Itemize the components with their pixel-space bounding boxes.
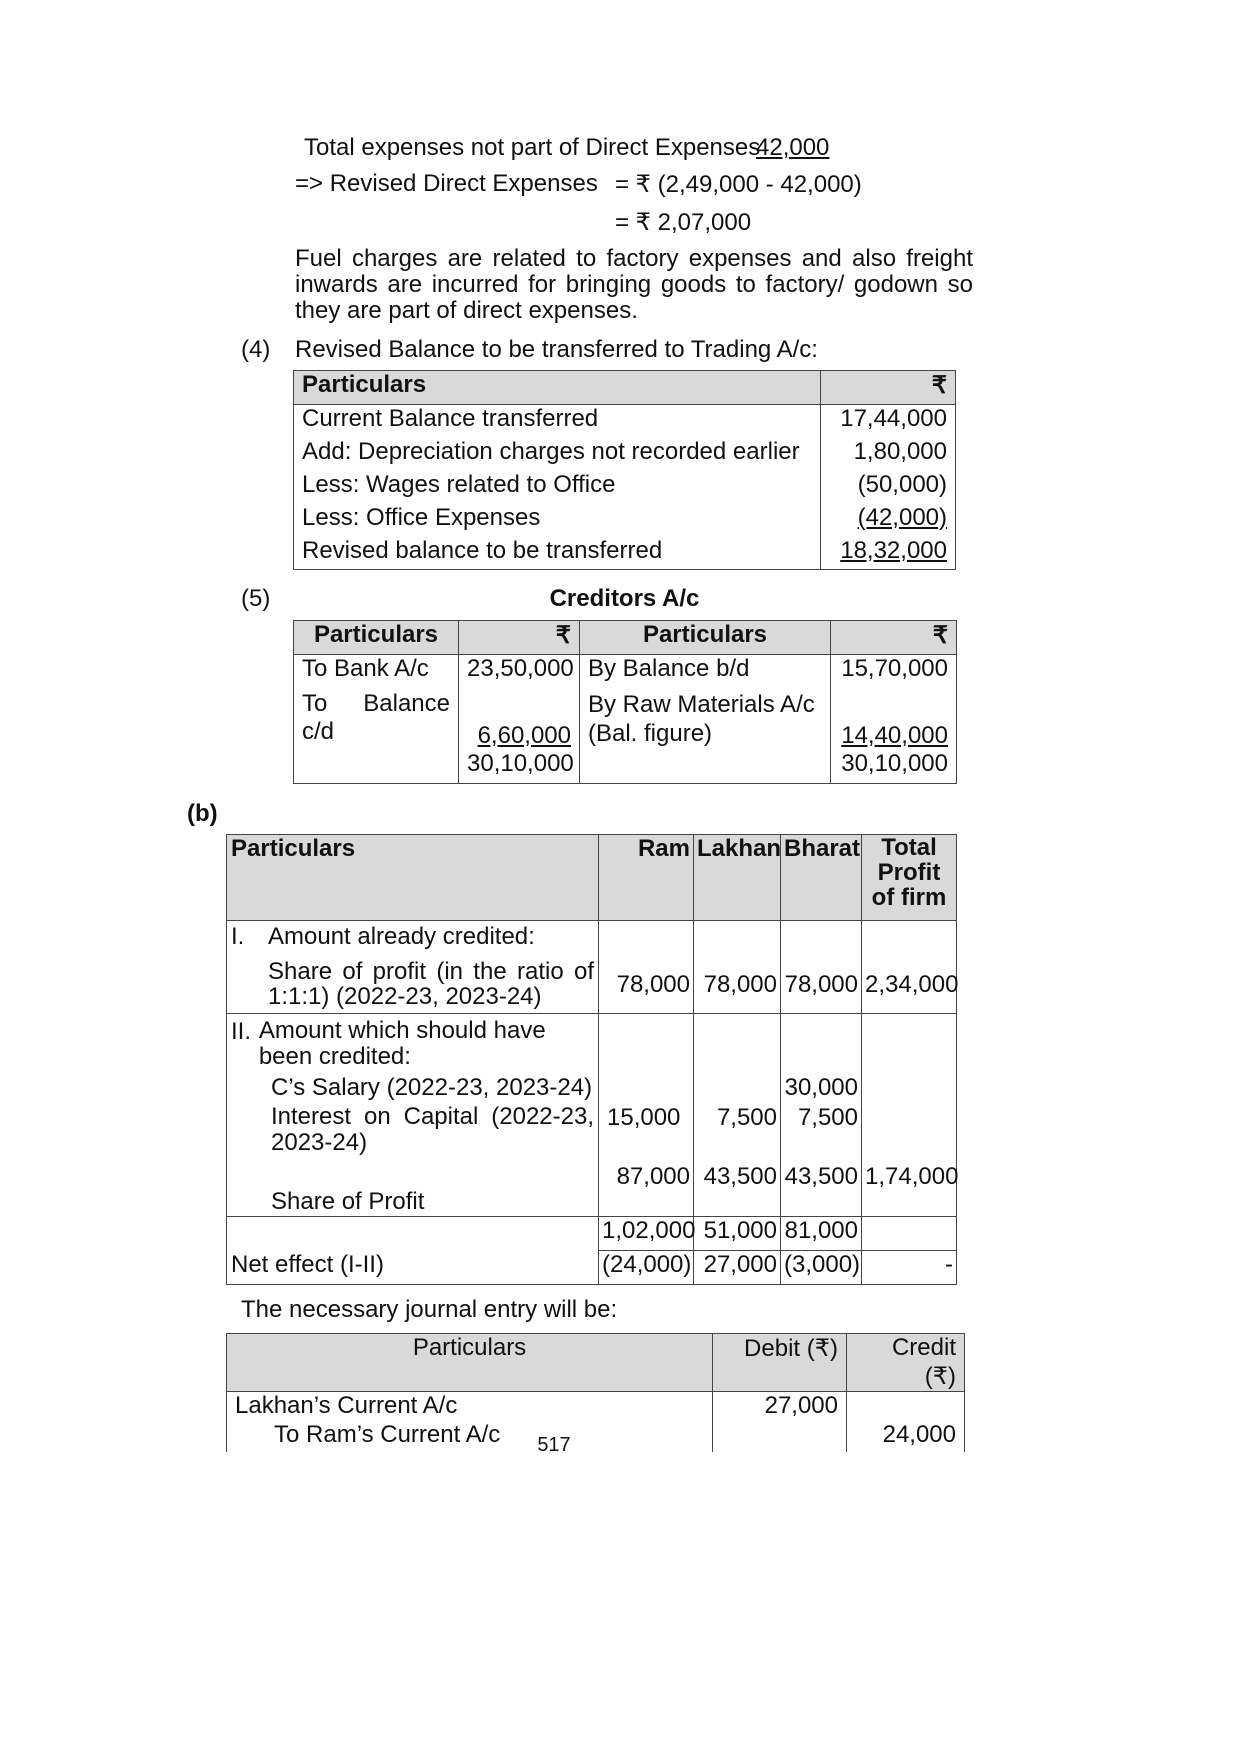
creditors-account-table xyxy=(293,620,957,784)
share-ram: 87,000 xyxy=(616,1163,690,1190)
journal-debit-amount: 27,000 xyxy=(713,1392,847,1421)
sec1-row-label: Share of profit (in the ratio of 1:1:1) (2022-23, 2023-24) xyxy=(268,958,594,1010)
interest-label: Interest on Capital (2022-23, 2023-24) xyxy=(271,1103,594,1156)
sec1-bharat: 78,000 xyxy=(781,921,862,1014)
table-row xyxy=(294,405,956,438)
cr-total: 30,10,000 xyxy=(831,750,957,784)
line2-value: = ₹ (2,49,000 - 42,000) xyxy=(615,171,862,198)
row-label: Revised balance to be transferred xyxy=(294,537,821,570)
interest-lakhan: 7,500 xyxy=(716,1104,777,1131)
profit-adjustment-table xyxy=(226,834,957,1285)
journal-credit-account: To Ram’s Current A/c xyxy=(227,1421,713,1452)
line2-label: => Revised Direct Expenses xyxy=(295,170,598,197)
interest-bharat: 7,500 xyxy=(797,1104,858,1131)
row-label: Current Balance transferred xyxy=(294,405,821,438)
section-1-row xyxy=(227,921,957,1014)
sec1-total: 2,34,000 xyxy=(862,921,957,1014)
explanation-paragraph: Fuel charges are related to factory expenses and also freight inwards are incurred for bringing goods to factory/ godown so they are part of direct expenses. xyxy=(295,245,973,324)
col-total: Total Profit of firm xyxy=(862,835,957,921)
cr-amount: 14,40,000 xyxy=(841,721,948,749)
sec1-title: Amount already credited: xyxy=(268,923,535,950)
sec1-ram: 78,000 xyxy=(599,921,694,1014)
col-lakhan: Lakhan xyxy=(694,835,781,921)
table-row xyxy=(294,471,956,504)
share-bharat: 43,500 xyxy=(784,1163,858,1190)
subtotal-ram: 1,02,000 xyxy=(599,1217,694,1251)
net-effect-row xyxy=(227,1251,957,1285)
share-total: 1,74,000 xyxy=(865,1163,959,1190)
journal-intro: The necessary journal entry will be: xyxy=(241,1296,618,1323)
col-amount: ₹ xyxy=(821,371,956,405)
cr-label: By Raw Materials A/c (Bal. figure) xyxy=(580,686,831,750)
col-credit: Credit (₹) xyxy=(847,1334,965,1392)
total-row xyxy=(294,750,957,784)
dr-label: To Balance c/d xyxy=(294,686,459,750)
net-bharat: (3,000) xyxy=(781,1251,862,1285)
net-ram: (24,000) xyxy=(599,1251,694,1285)
share-label: Share of Profit xyxy=(271,1188,425,1215)
share-lakhan: 43,500 xyxy=(703,1163,777,1190)
table-row xyxy=(294,686,957,750)
empty-cell xyxy=(862,1217,957,1251)
salary-label: C’s Salary (2022-23, 2023-24) xyxy=(271,1074,593,1101)
net-lakhan: 27,000 xyxy=(694,1251,781,1285)
section-2-row xyxy=(227,1014,957,1217)
net-total: - xyxy=(862,1251,957,1285)
col-debit: Debit (₹) xyxy=(713,1334,847,1392)
subtotal-lakhan: 51,000 xyxy=(694,1217,781,1251)
sec2-number: II. xyxy=(231,1018,252,1045)
subtotal-row xyxy=(227,1217,957,1251)
empty-cell xyxy=(227,1217,599,1251)
sec2-title: Amount which should have been credited: xyxy=(258,1017,546,1070)
col-dr-amount: ₹ xyxy=(459,621,580,655)
table-row xyxy=(294,537,956,570)
journal-debit-account: Lakhan’s Current A/c xyxy=(227,1392,713,1421)
col-particulars: Particulars xyxy=(227,835,599,921)
table-row xyxy=(294,438,956,471)
item4-number: (4) xyxy=(241,336,271,363)
row-label: Less: Office Expenses xyxy=(294,504,821,537)
row-label: Less: Wages related to Office xyxy=(294,471,821,504)
empty-cell xyxy=(847,1392,965,1421)
row-amount: 18,32,000 xyxy=(840,536,947,564)
creditors-title: Creditors A/c xyxy=(549,585,700,612)
dr-amount: 6,60,000 xyxy=(477,721,571,749)
empty-cell xyxy=(294,750,459,784)
col-cr-particulars: Particulars xyxy=(580,621,831,655)
col-particulars: Particulars xyxy=(294,371,821,405)
page-number: 517 xyxy=(537,1434,571,1456)
col-cr-amount: ₹ xyxy=(831,621,957,655)
dr-label: To Bank A/c xyxy=(294,655,459,686)
cr-amount: 15,70,000 xyxy=(831,655,957,686)
item4-heading: Revised Balance to be transferred to Trading A/c: xyxy=(295,336,818,363)
salary-bharat: 30,000 xyxy=(784,1074,858,1101)
part-b-label: (b) xyxy=(187,800,218,827)
col-ram: Ram xyxy=(599,835,694,921)
line3-value: = ₹ 2,07,000 xyxy=(615,209,752,236)
col-dr-particulars: Particulars xyxy=(294,621,459,655)
table-row xyxy=(294,504,956,537)
table-row xyxy=(294,655,957,686)
sec1-lakhan: 78,000 xyxy=(694,921,781,1014)
row-amount: 17,44,000 xyxy=(821,405,956,438)
row-amount: (50,000) xyxy=(821,471,956,504)
line1-label: Total expenses not part of Direct Expenses xyxy=(304,134,761,161)
cr-label: By Balance b/d xyxy=(580,655,831,686)
item5-number: (5) xyxy=(241,585,271,612)
row-amount: (42,000) xyxy=(857,503,947,531)
subtotal-bharat: 81,000 xyxy=(781,1217,862,1251)
empty-cell xyxy=(580,750,831,784)
journal-credit-amount: 24,000 xyxy=(847,1421,965,1452)
col-particulars: Particulars xyxy=(227,1334,713,1392)
line1-value: 42,000 xyxy=(756,134,830,161)
row-amount: 1,80,000 xyxy=(821,438,956,471)
revised-balance-table xyxy=(293,370,956,570)
dr-total: 30,10,000 xyxy=(459,750,580,784)
net-label: Net effect (I-II) xyxy=(227,1251,599,1285)
col-bharat: Bharat xyxy=(781,835,862,921)
interest-ram: 15,000 xyxy=(607,1104,681,1131)
row-label: Add: Depreciation charges not recorded earlier xyxy=(294,438,821,471)
dr-amount: 23,50,000 xyxy=(459,655,580,686)
journal-row xyxy=(227,1392,965,1421)
sec1-number: I. xyxy=(231,923,245,950)
